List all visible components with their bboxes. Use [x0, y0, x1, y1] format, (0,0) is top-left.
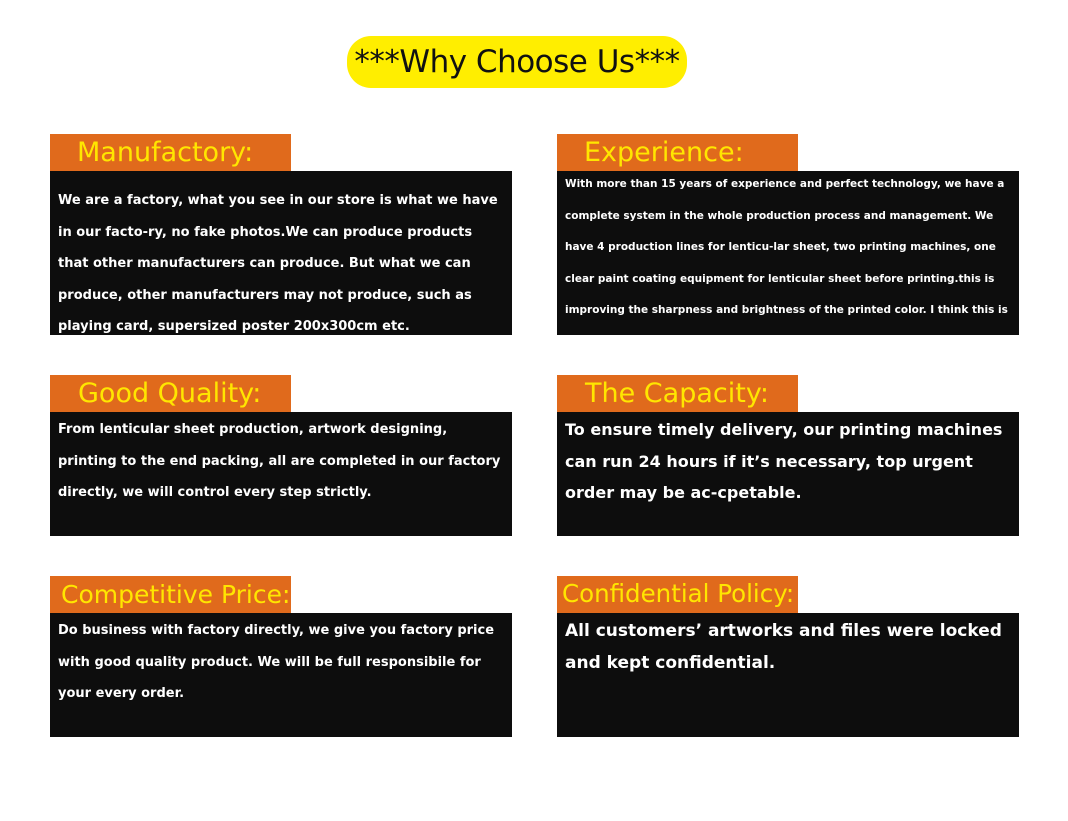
card-heading: Confidential Policy: [562, 579, 795, 609]
card-heading: Experience: [584, 137, 744, 168]
card-manufactory [50, 134, 512, 336]
card-description: All customers’ artworks and files were locked and kept confidential. [565, 621, 1002, 673]
card-tab [557, 134, 798, 171]
card-confidential-policy [557, 576, 1019, 778]
card-description: To ensure timely delivery, our printing machines can run 24 hours if it’s necessary, top urgent order may be ac-cpetable. [565, 420, 1003, 502]
card-tab [50, 134, 291, 171]
card-experience [557, 134, 1019, 348]
card-tab [557, 375, 798, 412]
title-banner [347, 36, 687, 88]
card-tab [50, 576, 291, 613]
card-description: With more than 15 years of experience and perfect technology, we have a complete system in the whole production process and management. We have 4 production lines for lenticu-lar sheet, two printing machines, one clear paint coating equipment for lenticular sheet before printing.this is improving the sharpness and brightness of the printed color. I think this is the biggest difference we did. I think this is the biggest difference we did. [565, 178, 1008, 348]
card-panel [557, 613, 1019, 737]
card-heading: The Capacity: [585, 378, 769, 409]
page-title: ***Why Choose Us*** [354, 44, 680, 80]
card-panel [50, 412, 512, 536]
card-heading: Competitive Price: [61, 580, 291, 609]
card-capacity [557, 375, 1019, 577]
card-panel [50, 613, 512, 737]
card-panel [50, 171, 512, 335]
card-description: Do business with factory directly, we give you factory price with good quality product. We will be full responsibile for your every order. [58, 623, 495, 701]
card-good-quality [50, 375, 512, 577]
card-description: We are a factory, what you see in our store is what we have in our facto-ry, no fake photos.We can produce products that other manufacturers can produce. But what we can produce, other manufacturers may not produce, such as playing card, supersized poster 200x300cm etc. [58, 193, 498, 334]
card-tab [557, 576, 798, 613]
card-heading: Good Quality: [78, 378, 262, 409]
card-description: From lenticular sheet production, artwork designing, printing to the end packing, all are completed in our factory directly, we will control every step strictly. [58, 422, 501, 500]
card-competitive-price [50, 576, 512, 778]
card-panel [557, 171, 1019, 348]
card-panel [557, 412, 1019, 536]
card-heading: Manufactory: [77, 137, 254, 168]
card-tab [50, 375, 291, 412]
